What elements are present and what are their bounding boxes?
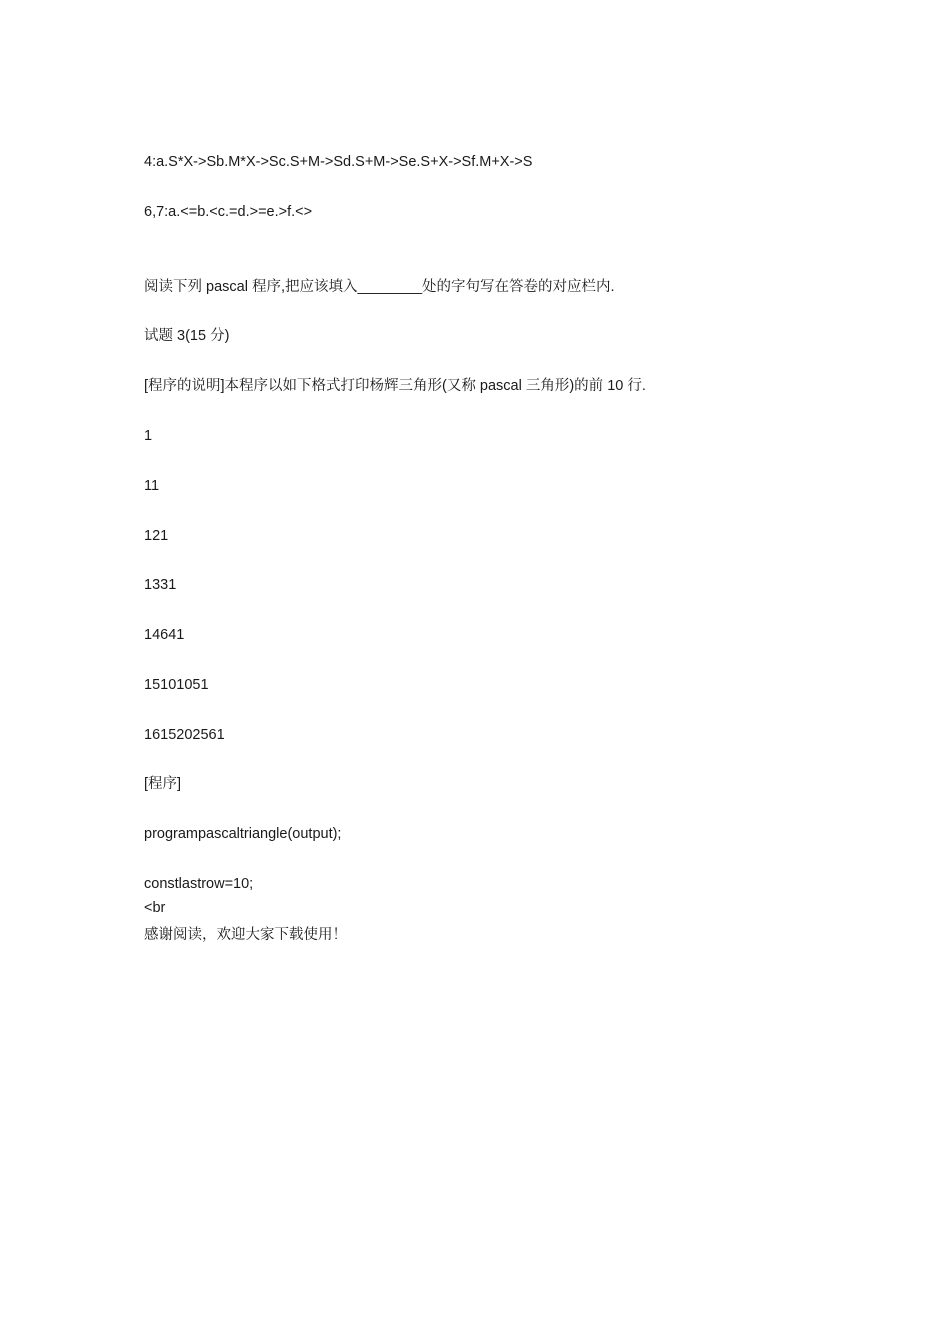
- code-line: <br: [144, 900, 166, 916]
- answer-line-4: 4:a.S*X->Sb.M*X->Sc.S+M->Sd.S+M->Se.S+X->Sf.M+X->S: [144, 154, 533, 170]
- question-heading: 试题 3(15 分): [144, 328, 230, 344]
- triangle-row: 11: [144, 478, 160, 494]
- triangle-row: 1: [144, 428, 153, 444]
- instruction-text: 阅读下列 pascal 程序,把应该填入________处的字句写在答卷的对应栏内.: [144, 279, 615, 295]
- program-heading: [程序]: [144, 776, 182, 792]
- triangle-row: 15101051: [144, 677, 209, 693]
- triangle-row: 1331: [144, 577, 177, 593]
- answer-line-6-7: 6,7:a.<=b.<c.=d.>=e.>f.<>: [144, 204, 313, 220]
- code-line: programpascaltriangle(output);: [144, 826, 342, 842]
- code-line: constlastrow=10;: [144, 876, 254, 892]
- triangle-row: 1615202561: [144, 727, 225, 743]
- program-description: [程序的说明]本程序以如下格式打印杨辉三角形(又称 pascal 三角形)的前 10 行.: [144, 378, 646, 394]
- triangle-row: 14641: [144, 627, 185, 643]
- triangle-row: 121: [144, 528, 169, 544]
- closing-note: 感谢阅读，欢迎大家下载使用！: [144, 927, 347, 943]
